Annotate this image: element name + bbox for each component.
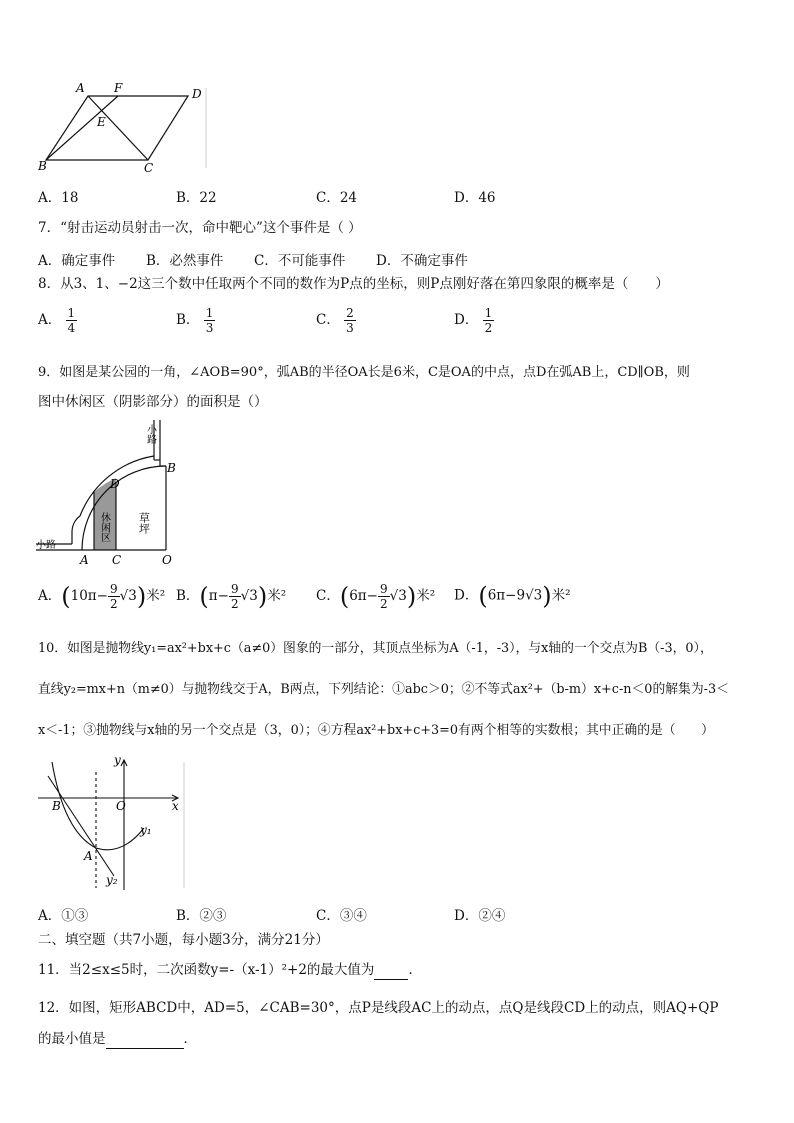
q9-figure — [36, 420, 196, 570]
q9-option-c[interactable]: C．(6π− $\frac{9}{2}$ √3)米² — [316, 582, 436, 611]
q7-option-c[interactable]: C．不可能事件 — [254, 253, 346, 269]
q7-option-d[interactable]: D．不确定事件 — [376, 253, 468, 269]
label-B: B — [52, 799, 61, 813]
fraction: $\frac{1}{3}$ — [205, 306, 214, 335]
label-x: x — [172, 799, 179, 813]
label-D: D — [110, 477, 120, 491]
fraction: $\frac{2}{3}$ — [346, 306, 354, 335]
q7-stem: 7．“射击运动员射击一次，命中靶心”这个事件是（ ） — [38, 220, 362, 236]
label-B: B — [167, 461, 176, 475]
label-F: F — [114, 81, 123, 95]
q7-option-b[interactable]: B．必然事件 — [146, 253, 224, 269]
q10-stem-line2: 直线y₂=mx+n（m≠0）与抛物线交于A，B两点，下列结论：①abc＞0；②不等式ax²+（b-m）x+c-n＜0的解集为-3＜ — [38, 682, 729, 697]
q7-option-a[interactable]: A．确定事件 — [38, 253, 116, 269]
q12-stem-line2: 的最小值是 ． — [38, 1031, 197, 1047]
q10-figure — [38, 752, 188, 892]
label-y2: y₂ — [106, 873, 118, 887]
label-y1: y₁ — [140, 823, 152, 837]
q9-stem-line2: 图中休闲区（阴影部分）的面积是（） — [38, 394, 268, 410]
q6-option-b[interactable]: B．22 — [176, 190, 217, 206]
label-lawn: 草坪 — [137, 512, 151, 534]
fraction: $\frac{1}{2}$ — [484, 306, 493, 335]
section-heading: 二、填空题（共7小题，每小题3分，满分21分） — [38, 932, 329, 948]
answer-blank[interactable] — [106, 1030, 184, 1049]
q8-stem: 8．从3、1、−2这三个数中任取两个不同的数作为P点的坐标，则P点刚好落在第四象限的概率是（ ） — [38, 276, 669, 292]
label-road-top: 小路 — [144, 424, 156, 444]
q10-option-a[interactable]: A．①③ — [38, 908, 89, 924]
label-A: A — [84, 849, 93, 863]
label-A: A — [76, 81, 85, 95]
q10-stem-line1: 10．如图是抛物线y₁=ax²+bx+c（a≠0）图象的一部分，其顶点坐标为A（-1，-3），与x轴的一个交点为B（-3，0）， — [38, 641, 713, 656]
q10-option-b[interactable]: B．②③ — [176, 908, 227, 924]
q6-option-c[interactable]: C．24 — [316, 190, 358, 206]
label-C: C — [144, 161, 154, 175]
q6-figure — [36, 78, 226, 178]
q10-option-c[interactable]: C．③④ — [316, 908, 367, 924]
label-A: A — [80, 553, 89, 567]
q8-option-b[interactable]: B． $\frac{1}{3}$ — [176, 306, 214, 335]
q11-stem: 11．当2≤x≤5时，二次函数y=-（x-1）²+2的最大值为 ． — [38, 962, 422, 978]
q8-option-c[interactable]: C． $\frac{2}{3}$ — [316, 306, 354, 335]
q10-option-d[interactable]: D．②④ — [454, 908, 506, 924]
q12-stem-line1: 12．如图，矩形ABCD中，AD=5，∠CAB=30°，点P是线段AC上的动点，点Q是线段CD上的动点，则AQ+QP — [38, 1000, 719, 1016]
q10-stem-line3: x＜-1；③抛物线与x轴的另一个交点是（3，0）；④方程ax²+bx+c+3=0有两个相等的实数根；其中正确的是（ ） — [38, 723, 714, 738]
label-O: O — [116, 799, 126, 813]
answer-blank[interactable] — [374, 961, 408, 980]
label-E: E — [97, 115, 106, 129]
q6-option-a[interactable]: A．18 — [38, 190, 79, 206]
q6-option-d[interactable]: D．46 — [454, 190, 496, 206]
label-O: O — [162, 553, 172, 567]
q9-option-b[interactable]: B．(π− $\frac{9}{2}$ √3)米² — [176, 582, 287, 611]
label-y: y — [114, 753, 121, 767]
label-B: B — [38, 159, 47, 173]
q8-option-a[interactable]: A． $\frac{1}{4}$ — [38, 306, 76, 335]
label-rest-area: 休闲区 — [98, 512, 110, 542]
label-road-left: 小路 — [36, 540, 56, 551]
fraction: $\frac{1}{4}$ — [67, 306, 76, 335]
label-C: C — [112, 553, 122, 567]
q8-option-d[interactable]: D． $\frac{1}{2}$ — [454, 306, 493, 335]
q9-stem-line1: 9．如图是某公园的一角，∠AOB=90°，弧AB的半径OA长是6米，C是OA的中点，点D在弧AB上，CD∥OB，则 — [38, 365, 690, 380]
q9-option-d[interactable]: D．(6π−9√3)米² — [454, 582, 571, 610]
label-D: D — [192, 87, 202, 101]
q9-option-a[interactable]: A．(10π− $\frac{9}{2}$ √3)米² — [38, 582, 166, 611]
